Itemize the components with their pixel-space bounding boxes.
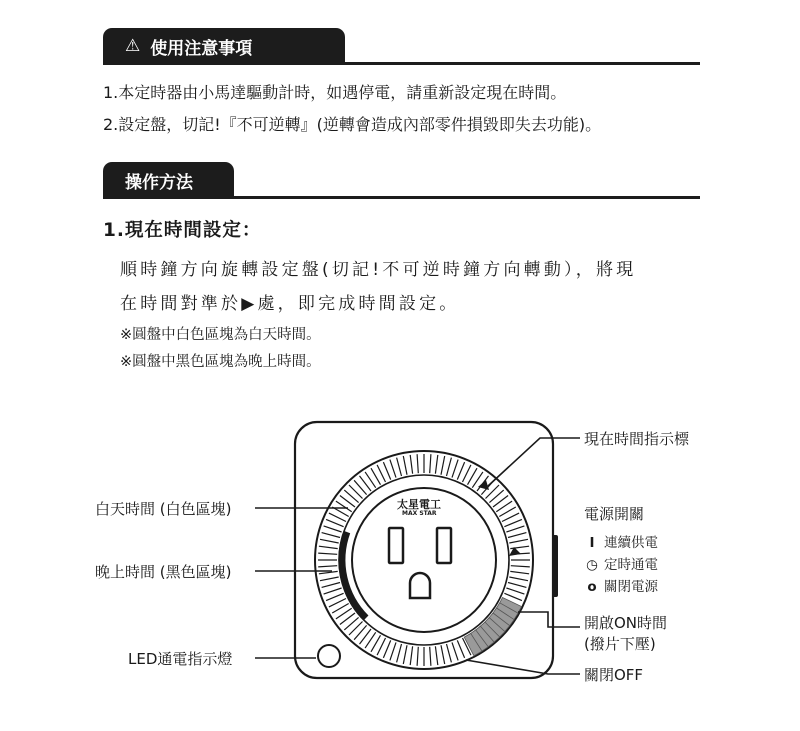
switch-option-timer <box>584 553 658 573</box>
brand-name-cn: 太星電工 <box>397 498 441 511</box>
step1-line-1: 順時鐘方向旋轉設定盤(切記!不可逆時鐘方向轉動），將現 <box>120 260 637 280</box>
clock-icon: ◷ <box>586 557 598 573</box>
operation-title: 操作方法 <box>125 172 193 193</box>
warning-triangle-icon: ⚠ <box>125 36 141 56</box>
label-night-time: 晚上時間 (黑色區塊) <box>95 563 232 581</box>
switch-on-mark: I <box>589 535 595 551</box>
step1-title: 1.現在時間設定： <box>103 220 262 241</box>
label-on-time-1: 開啟ON時間 <box>584 614 668 632</box>
socket-slot-left <box>389 528 403 563</box>
switch-timer-label: 定時通電 <box>604 557 658 573</box>
label-led: LED通電指示燈 <box>128 650 233 668</box>
socket-ground-hole <box>410 573 430 598</box>
caution-title: 使用注意事項 <box>150 38 253 59</box>
caution-item-2: 2.設定盤，切記!『不可逆轉』(逆轉會造成內部零件損毀即失去功能)。 <box>103 115 602 134</box>
label-power-switch: 電源開關 <box>584 505 645 523</box>
label-on-time-2: (撥片下壓) <box>584 635 656 653</box>
power-switch-slider <box>552 535 558 597</box>
caution-item-1: 1.本定時器由小馬達驅動計時，如遇停電，請重新設定現在時間。 <box>103 83 567 102</box>
label-off: 關閉OFF <box>584 666 644 684</box>
switch-on-label: 連續供電 <box>604 535 658 551</box>
led-indicator <box>318 645 340 667</box>
label-current-time-marker: 現在時間指示標 <box>584 430 690 448</box>
switch-option-on <box>584 531 658 551</box>
note-day: ※圓盤中白色區塊為白天時間。 <box>120 327 321 343</box>
socket-slot-right <box>437 528 451 563</box>
switch-option-off <box>584 575 658 595</box>
switch-off-mark: o <box>587 579 597 595</box>
label-day-time: 白天時間 (白色區塊) <box>95 500 232 518</box>
switch-off-label: 關閉電源 <box>604 579 658 595</box>
brand-name-en: MAX STAR <box>402 510 437 517</box>
note-night: ※圓盤中黑色區塊為晚上時間。 <box>120 354 321 370</box>
step1-line-2: 在時間對準於▶處，即完成時間設定。 <box>120 294 460 314</box>
